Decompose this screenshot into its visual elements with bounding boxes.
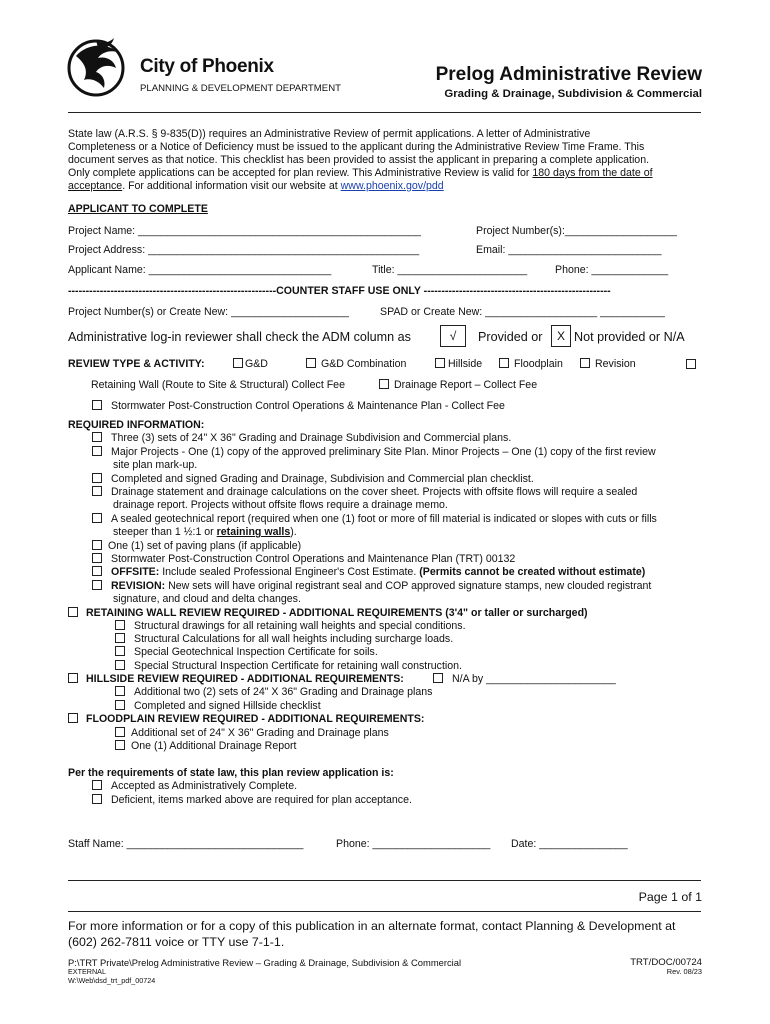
retaining-item-2[interactable] xyxy=(115,633,453,646)
footer-rule-top xyxy=(68,880,701,881)
intro-text-end: . For additional information visit our website at xyxy=(122,180,341,192)
item-text: Drainage statement and drainage calculations on the cover sheet. Projects with offsite flows will require a sealed xyxy=(111,486,638,498)
retaining-item-1[interactable] xyxy=(115,620,466,633)
item-text: Special Geotechnical Inspection Certificate for soils. xyxy=(134,646,378,658)
deficient-checkbox[interactable] xyxy=(92,794,102,804)
required-item-6[interactable] xyxy=(92,540,301,553)
required-item-9-cont: signature, and cloud and delta changes. xyxy=(113,593,301,605)
floodplain-heading: FLOODPLAIN REVIEW REQUIRED - ADDITIONAL REQUIREMENTS: xyxy=(86,713,425,725)
validity-text-end: acceptance xyxy=(68,180,123,192)
item-text: Completed and signed Grading and Drainage, Subdivision and Commercial plan checklist. xyxy=(111,473,534,485)
adm-instruction: Administrative log-in reviewer shall check the ADM column as xyxy=(68,330,411,344)
retaining-item-4[interactable] xyxy=(115,660,462,673)
hillside-item-2[interactable] xyxy=(115,700,321,713)
item-text: New sets will have original registrant seal and COP approved signature stamps, new clouded registrant xyxy=(165,580,652,592)
page-number: Page 1 of 1 xyxy=(638,890,702,904)
page-title: Prelog Administrative Review xyxy=(435,64,702,85)
item-checkbox[interactable] xyxy=(92,580,102,590)
retaining-wall-fee-label: Retaining Wall (Route to Site & Structural) Collect Fee xyxy=(91,379,345,391)
department-name: PLANNING & DEVELOPMENT DEPARTMENT xyxy=(140,83,341,94)
retaining-walls-text: retaining walls xyxy=(216,526,291,538)
offsite-label: OFFSITE: xyxy=(111,566,160,578)
applicant-heading: APPLICANT TO COMPLETE xyxy=(68,203,208,215)
project-numbers-field[interactable]: Project Number(s):___________________ xyxy=(476,225,677,237)
project-address-field[interactable]: Project Address: ______________________________________________ xyxy=(68,244,420,256)
x-mark-icon: X xyxy=(556,329,565,343)
required-item-5-cont xyxy=(113,526,297,539)
item-text: One (1) Additional Drainage Report xyxy=(131,740,297,752)
drainage-report-checkbox[interactable] xyxy=(379,379,389,389)
footer-info-line-1: For more information or for a copy of this publication in an alternate format, contact Planning & Development at xyxy=(68,919,676,933)
retaining-wall-heading: RETAINING WALL REVIEW REQUIRED - ADDITIONAL REQUIREMENTS (3'4" or taller or surcharged) xyxy=(86,607,588,619)
item-checkbox[interactable] xyxy=(115,660,125,670)
deficient-option[interactable] xyxy=(92,794,412,807)
header-rule xyxy=(68,112,701,113)
item-text: Completed and signed Hillside checklist xyxy=(134,700,321,712)
check-mark-icon: √ xyxy=(449,329,457,343)
item-checkbox[interactable] xyxy=(92,513,102,523)
required-item-5[interactable] xyxy=(92,513,657,526)
revision-label: REVISION: xyxy=(111,580,166,592)
required-item-4[interactable] xyxy=(92,486,637,499)
required-item-8[interactable] xyxy=(92,566,645,579)
deficient-label: Deficient, items marked above are required for plan acceptance. xyxy=(111,794,412,806)
hillside-label: Hillside xyxy=(448,358,483,370)
stormwater-label: Stormwater Post-Construction Control Operations & Maintenance Plan - Collect Fee xyxy=(111,400,505,412)
email-field[interactable]: Email: __________________________ xyxy=(476,244,662,256)
footer-info-line-2: (602) 262-7811 voice or TTY use 7-1-1. xyxy=(68,935,285,949)
revision-checkbox[interactable] xyxy=(580,358,590,368)
stormwater-checkbox[interactable] xyxy=(92,400,102,410)
drainage-report-option[interactable] xyxy=(379,379,537,392)
item-text: Additional two (2) sets of 24" X 36" Grading and Drainage plans xyxy=(134,686,433,698)
item-text: steeper than 1 ½:1 or xyxy=(113,526,217,538)
phoenix-bird-icon xyxy=(66,36,134,98)
not-provided-box xyxy=(551,325,571,347)
gd-option[interactable] xyxy=(233,358,268,371)
title-field[interactable]: Title: ______________________ xyxy=(372,264,528,276)
drainage-report-label: Drainage Report – Collect Fee xyxy=(394,379,538,391)
item-checkbox[interactable] xyxy=(115,700,125,710)
required-item-4-cont: drainage report. Projects without offsite flows require a drainage memo. xyxy=(113,499,448,511)
revision-date: Rev. 08/23 xyxy=(666,967,702,976)
validity-text: 180 days from the date of xyxy=(532,167,653,179)
hillside-heading: HILLSIDE REVIEW REQUIRED - ADDITIONAL REQUIREMENTS: xyxy=(86,673,404,685)
project-name-field[interactable]: Project Name: ________________________________________________ xyxy=(68,225,421,237)
item-text: Additional set of 24" X 36" Grading and Drainage plans xyxy=(131,727,389,739)
org-name: City of Phoenix xyxy=(140,56,274,77)
review-type-label: REVIEW TYPE & ACTIVITY: xyxy=(68,358,205,370)
required-item-3[interactable] xyxy=(92,473,534,486)
item-text: Structural Calculations for all wall heights including surcharge loads. xyxy=(134,633,454,645)
item-checkbox[interactable] xyxy=(115,620,125,630)
floodplain-label: Floodplain xyxy=(514,358,563,370)
staff-date-field[interactable]: Date: _______________ xyxy=(511,838,628,850)
intro-line-1: State law (A.R.S. § 9-835(D)) requires an Administrative Review of permit applications. A letter of Administrative xyxy=(68,128,591,140)
gd-label: G&D xyxy=(245,358,268,370)
checkbox-box[interactable] xyxy=(686,359,696,369)
required-item-2-cont: site plan mark-up. xyxy=(113,459,198,471)
revision-label: Revision xyxy=(595,358,636,370)
item-checkbox[interactable] xyxy=(92,486,102,496)
item-text: Structural drawings for all retaining wall heights and special conditions. xyxy=(134,620,466,632)
item-checkbox[interactable] xyxy=(92,473,102,483)
counter-staff-divider: -----------------------------------------------------------COUNTER STAFF USE ONLY ----------------------------------------------------- xyxy=(68,285,611,297)
item-text: Major Projects - One (1) copy of the approved preliminary Site Plan. Minor Projects – One (1) copy of the first review xyxy=(111,446,656,458)
required-item-1[interactable] xyxy=(92,432,511,445)
retaining-wall-section[interactable] xyxy=(68,607,588,620)
item-text: Three (3) sets of 24" X 36" Grading and Drainage Subdivision and Commercial plans. xyxy=(111,432,512,444)
not-provided-label: Not provided or N/A xyxy=(574,330,685,344)
hillside-checkbox[interactable] xyxy=(435,358,445,368)
item-checkbox[interactable] xyxy=(115,633,125,643)
item-text: One (1) set of paving plans (if applicable) xyxy=(108,540,302,552)
item-checkbox[interactable] xyxy=(92,566,102,576)
gd-combination-checkbox[interactable] xyxy=(306,358,316,368)
revision-option[interactable] xyxy=(580,358,636,371)
retaining-wall-checkbox[interactable] xyxy=(686,359,701,372)
counter-project-numbers-field[interactable]: Project Number(s) or Create New: ____________________ xyxy=(68,306,349,318)
item-checkbox[interactable] xyxy=(115,727,125,737)
external-label: EXTERNAL xyxy=(68,967,106,976)
phone-field[interactable]: Phone: _____________ xyxy=(555,264,669,276)
provided-check-box xyxy=(440,325,466,347)
page-subtitle: Grading & Drainage, Subdivision & Commercial xyxy=(444,88,702,100)
document-id: TRT/DOC/00724 xyxy=(630,957,702,968)
accepted-option[interactable] xyxy=(92,780,297,793)
required-item-2[interactable] xyxy=(92,446,656,459)
offsite-note: (Permits cannot be created without estimate) xyxy=(419,566,646,578)
item-checkbox[interactable] xyxy=(92,553,102,563)
spad-field[interactable]: SPAD or Create New: ___________________ ___________ xyxy=(380,306,665,318)
hillside-section-checkbox[interactable] xyxy=(68,673,78,683)
provided-label: Provided or xyxy=(478,330,543,344)
hillside-section[interactable] xyxy=(68,673,404,686)
intro-line-5 xyxy=(68,180,444,193)
required-info-heading: REQUIRED INFORMATION: xyxy=(68,419,205,431)
item-checkbox[interactable] xyxy=(92,540,102,550)
accepted-label: Accepted as Administratively Complete. xyxy=(111,780,298,792)
required-item-9[interactable] xyxy=(92,580,651,593)
intro-line-3: document serves as that notice. This checklist has been provided to assist the applicant in preparing a complete application. xyxy=(68,154,650,166)
floodplain-item-2[interactable] xyxy=(115,740,296,753)
accepted-checkbox[interactable] xyxy=(92,780,102,790)
gd-checkbox[interactable] xyxy=(233,358,243,368)
stormwater-option[interactable] xyxy=(92,400,505,413)
applicant-name-field[interactable]: Applicant Name: _______________________________ xyxy=(68,264,332,276)
hillside-na-label: N/A by ______________________ xyxy=(452,673,616,685)
gd-combination-option[interactable] xyxy=(306,358,406,371)
item-checkbox[interactable] xyxy=(115,646,125,656)
gd-combination-label: G&D Combination xyxy=(321,358,407,370)
floodplain-section[interactable] xyxy=(68,713,424,726)
pdd-website-link[interactable]: www.phoenix.gov/pdd xyxy=(340,180,444,192)
retaining-wall-section-checkbox[interactable] xyxy=(68,607,78,617)
floodplain-section-checkbox[interactable] xyxy=(68,713,78,723)
floodplain-item-1[interactable] xyxy=(115,727,389,740)
item-text: Special Structural Inspection Certificate for retaining wall construction. xyxy=(134,660,462,672)
hillside-na-checkbox[interactable] xyxy=(433,673,443,683)
hillside-item-1[interactable] xyxy=(115,686,432,699)
item-text: ). xyxy=(290,526,297,538)
item-checkbox[interactable] xyxy=(115,686,125,696)
hillside-option[interactable] xyxy=(435,358,482,371)
item-checkbox[interactable] xyxy=(92,446,102,456)
item-checkbox[interactable] xyxy=(115,740,125,750)
hillside-na-option[interactable] xyxy=(433,673,616,686)
file-path: P:\TRT Private\Prelog Administrative Review – Grading & Drainage, Subdivision & Commercial xyxy=(68,957,462,968)
floodplain-checkbox[interactable] xyxy=(499,358,509,368)
intro-line-2: Completeness or a Notice of Deficiency must be issued to the applicant during the Administrative Review Time Frame. This xyxy=(68,141,645,153)
floodplain-option[interactable] xyxy=(499,358,563,371)
intro-text: Only complete applications can be accepted for plan review. This Administrative Review is valid for xyxy=(68,167,533,179)
city-logo xyxy=(66,36,134,98)
staff-phone-field[interactable]: Phone: ____________________ xyxy=(336,838,491,850)
intro-line-4 xyxy=(68,167,653,180)
staff-name-field[interactable]: Staff Name: ______________________________ xyxy=(68,838,304,850)
item-text: Include sealed Professional Engineer's Cost Estimate. xyxy=(159,566,420,578)
item-text: Stormwater Post-Construction Control Operations and Maintenance Plan (TRT) 00132 xyxy=(111,553,516,565)
retaining-item-3[interactable] xyxy=(115,646,378,659)
item-checkbox[interactable] xyxy=(92,432,102,442)
required-item-7[interactable] xyxy=(92,553,515,566)
footer-rule-bottom xyxy=(68,911,701,912)
conclusion-heading: Per the requirements of state law, this plan review application is: xyxy=(68,767,394,779)
item-text: A sealed geotechnical report (required when one (1) foot or more of fill material is indicated or slopes with cuts or fills xyxy=(111,513,657,525)
web-path: W:\Web\dsd_trt_pdf_00724 xyxy=(68,976,156,985)
